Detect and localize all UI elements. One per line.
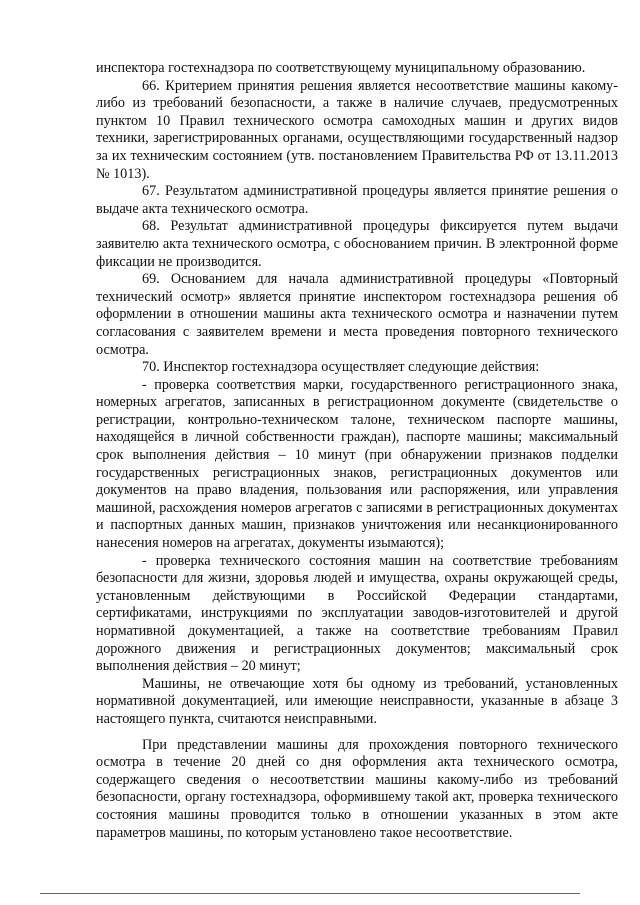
paragraph-66: 66. Критерием принятия решения является несоответствие машины какому-либо из требований безопасности, а также в наличие случаев, предусмотренных пунктом 10 Правил технического осмотра самоходных машин и других видов техники, зарегистрированных органами, осуществляющими государственный надзор за их техническим состоянием (утв. постановлением Правительства РФ от 13.11.2013 № 1013). — [96, 77, 618, 182]
paragraph-70-item-1: - проверка соответствия марки, государственного регистрационного знака, номерных агрегатов, записанных в регистрационном документе (свидетельстве о регистрации, контрольно-техническом талоне, техническом паспорте машины, находящейся в личной собственности граждан), паспорте машины; максимальный срок выполнения действия – 10 минут (при обнаружении признаков подделки государственных регистрационных знаков, регистрационных документов или документов на право владения, пользования или распоряжения, или управления машиной, расхождения номеров агрегатов с записями в регистрационных документах и паспортных данных машин, признаков уничтожения или несанкционированного нанесения номеров на агрегатах, документы изымаются); — [96, 376, 618, 552]
paragraph-70: 70. Инспектор гостехнадзора осуществляет следующие действия: — [142, 359, 540, 376]
paragraph-69: 69. Основанием для начала административной процедуры «Повторный технический осмотр» является принятие инспектором гостехнадзора решения об оформлении в отношении машины акта технического осмотра и назначении путем согласования с заявителем времени и места проведения повторного технического осмотра. — [96, 271, 618, 358]
paragraph-67: 67. Результатом административной процедуры является принятие решения о выдаче акта технического осмотра. — [96, 183, 618, 217]
paragraph-70-item-2: - проверка технического состояния машин на соответствие требованиям безопасности для жизни, здоровья людей и имущества, охраны окружающей среды, установленным действующими в Российской Федерации стандартами, сертификатами, инструкциями по эксплуатации заводов-изготовителей и другой нормативной документацией, а также на соответствие требованиям Правил дорожного движения и регистрационных документов; максимальный срок выполнения действия – 20 минут; — [96, 552, 618, 675]
paragraph-machines-faulty: Машины, не отвечающие хотя бы одному из требований, установленных нормативной документацией, или имеющие неисправности, указанные в абзаце 3 настоящего пункта, считаются неисправными. — [96, 675, 618, 727]
paragraph-68: 68. Результат административной процедуры фиксируется путем выдачи заявителю акта технического осмотра, с обоснованием причин. В электронной форме фиксации не производится. — [96, 218, 618, 270]
paragraph-continuation: инспектора гостехнадзора по соответствующему муниципальному образованию. — [96, 60, 586, 76]
page-bottom-rule — [40, 893, 580, 894]
paragraph-repeat-inspection: При представлении машины для прохождения повторного технического осмотра в течение 20 дней со дня оформления акта технического осмотра, содержащего сведения о несоответствии машины какому-либо из требований безопасности, органу гостехнадзора, оформившему такой акт, проверка технического состояния машины проводится только в отношении указанных в этом акте параметров машины, по которым установлено такое несоответствие. — [96, 736, 618, 841]
